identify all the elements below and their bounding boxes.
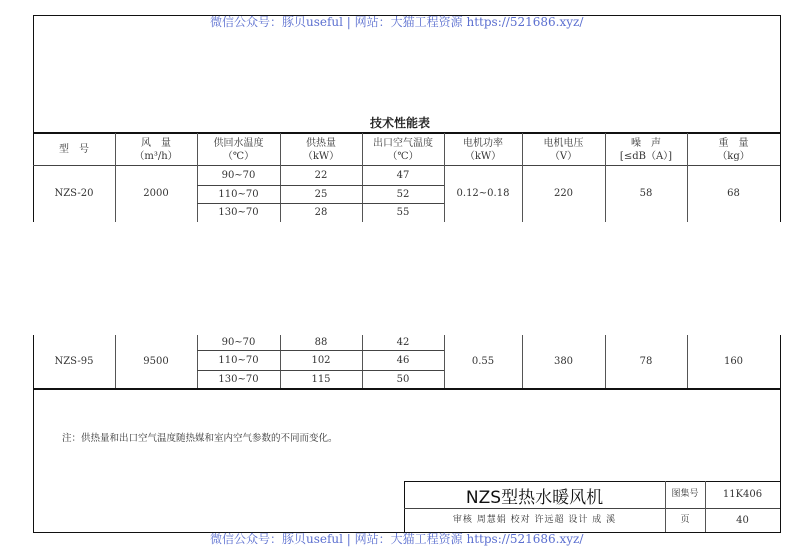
table-cell: 52 — [396, 188, 410, 200]
table-cell: 88 — [314, 337, 328, 348]
noise-cell: 58 — [639, 188, 653, 199]
header-label: 供热量 — [306, 137, 336, 149]
header-unit: （m³/h） — [134, 150, 178, 162]
column-header — [362, 134, 444, 165]
column-header — [444, 134, 522, 165]
column-header — [280, 134, 362, 165]
table-cell: 42 — [396, 337, 410, 348]
table-title: 技术性能表 — [369, 116, 430, 130]
atlas-label: 图集号 — [671, 489, 699, 499]
column-header — [197, 134, 280, 165]
weight-cell: 68 — [727, 188, 740, 199]
table-cell: 55 — [396, 207, 410, 218]
header-label: 风 量 — [141, 137, 171, 149]
watermark-top: 微信公众号：豚贝useful | 网站：大猫工程资源 https://521686.xyz/ — [210, 15, 584, 29]
column-header — [115, 134, 197, 165]
airflow-cell: 9500 — [143, 356, 169, 367]
table-cell: 115 — [311, 373, 331, 385]
table-cell: 90~70 — [221, 337, 256, 348]
column-header — [33, 134, 115, 165]
header-unit: （V） — [549, 150, 578, 162]
column-header — [522, 134, 605, 165]
signatures: 审核 周慧娟 校对 许远超 设计 成 溪 — [452, 514, 617, 525]
header-label: 电机电压 — [543, 137, 584, 149]
atlas-number: 11K406 — [722, 489, 763, 500]
table-cell: 50 — [396, 373, 410, 385]
header-unit: （℃） — [387, 150, 419, 162]
table-cell: 130~70 — [218, 373, 259, 385]
table-cell: 25 — [314, 188, 328, 200]
table-cell: 46 — [396, 354, 410, 366]
column-header — [687, 134, 780, 165]
page-number: 40 — [736, 514, 749, 526]
watermark-bottom: 微信公众号：豚贝useful | 网站：大猫工程资源 https://521686.xyz/ — [210, 532, 584, 546]
table-cell: 110~70 — [218, 354, 259, 366]
header-label: 噪 声 — [631, 137, 661, 149]
header-unit: [≤dB（A）] — [619, 150, 673, 162]
table-rule — [33, 388, 780, 390]
table-cell: 110~70 — [218, 188, 259, 200]
voltage-cell: 220 — [553, 188, 574, 199]
model-cell: NZS-95 — [54, 356, 94, 367]
table-cell: 90~70 — [221, 169, 256, 181]
header-label: 电机功率 — [463, 137, 503, 149]
noise-cell: 78 — [639, 356, 653, 367]
table-cell: 102 — [311, 354, 331, 366]
header-unit: （kg） — [717, 150, 750, 162]
model-cell: NZS-20 — [54, 188, 94, 199]
table-cell: 28 — [314, 207, 328, 218]
voltage-cell: 380 — [553, 356, 574, 367]
header-unit: （℃） — [222, 150, 255, 162]
power-cell: 0.12~0.18 — [456, 188, 510, 199]
header-unit: （kW） — [464, 150, 502, 162]
table-cell: 22 — [314, 169, 328, 181]
header-label: 型 号 — [59, 144, 89, 155]
page-label: 页 — [680, 514, 690, 525]
drawing-title: NZS型热水暖风机 — [465, 488, 604, 508]
header-unit: （kW） — [302, 150, 340, 162]
power-cell: 0.55 — [471, 356, 495, 367]
header-label: 供回水温度 — [213, 137, 264, 149]
note: 注：供热量和出口空气温度随热媒和室内空气参数的不同而变化。 — [62, 433, 338, 444]
weight-cell: 160 — [723, 356, 744, 367]
table-cell: 130~70 — [218, 207, 259, 218]
header-label: 重 量 — [718, 137, 749, 149]
column-header — [605, 134, 687, 165]
table-cell: 47 — [396, 169, 410, 181]
airflow-cell: 2000 — [143, 188, 169, 199]
header-label: 出口空气温度 — [373, 137, 433, 149]
